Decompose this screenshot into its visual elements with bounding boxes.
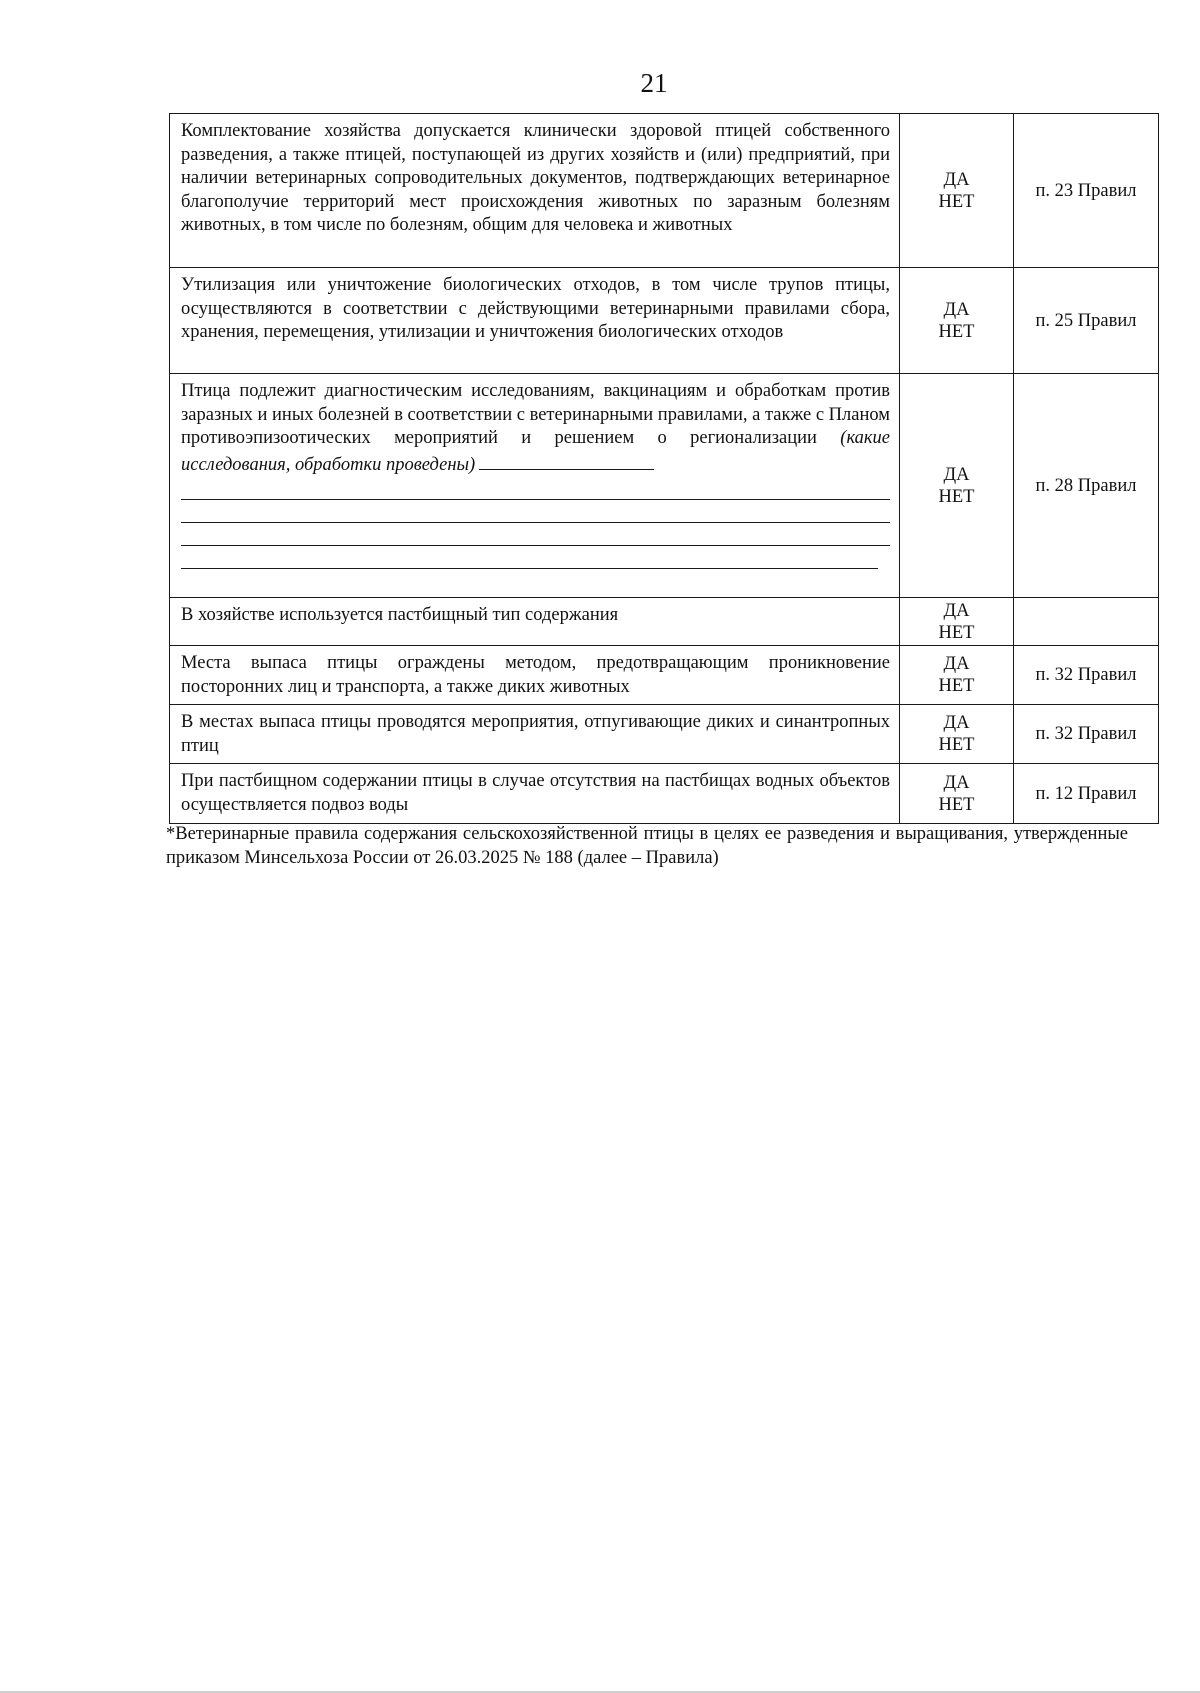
requirement-cell [170, 598, 900, 646]
table-row [170, 268, 1159, 374]
requirement-text-main: Птица подлежит диагностическим исследованиям, вакцинациям и обработкам против заразных и иных болезней в соответствии с ветеринарными правилами, а также с Планом противоэпизоотических мероприятий и решением о регионализации [181, 381, 890, 449]
answer-no: НЕТ [938, 191, 975, 212]
answer-yes: ДА [943, 654, 970, 674]
table-row [170, 646, 1159, 705]
reference-cell [1014, 764, 1159, 824]
rule-reference: п. 32 Правил [1035, 724, 1137, 744]
requirement-cell [170, 705, 900, 764]
answer-no: НЕТ [938, 486, 975, 507]
answer-no: НЕТ [938, 794, 975, 815]
requirement-cell [170, 764, 900, 824]
requirement-cell [170, 374, 900, 598]
answer-yes: ДА [943, 464, 970, 485]
answer-cell [900, 646, 1014, 705]
requirement-text: Места выпаса птицы ограждены методом, предотвращающим проникновение посторонних лиц и транспорта, а также диких животных [181, 653, 890, 697]
rule-reference: п. 32 Правил [1035, 665, 1137, 685]
answer-no: НЕТ [938, 735, 975, 755]
answer-no: НЕТ [938, 622, 975, 643]
answer-cell [900, 764, 1014, 824]
footnote: *Ветеринарные правила содержания сельскохозяйственной птицы в целях ее разведения и выращивания, утвержденные приказом Минсельхоза России от 26.03.2025 № 188 (далее – Правила) [166, 824, 1128, 868]
requirement-text [170, 374, 899, 477]
answer-cell [900, 598, 1014, 646]
requirement-text: Комплектование хозяйства допускается клинически здоровой птицей собственного разведения, а также птицей, поступающей из других хозяйств и (или) предприятий, при наличии ветеринарных сопроводительных документов, подтверждающих ветеринарное благополучие территорий мест происхождения животных по заразным болезням животных, в том числе по болезням, общим для человека и животных [181, 121, 890, 236]
requirement-cell [170, 646, 900, 705]
table-row [170, 705, 1159, 764]
answer-no: НЕТ [938, 676, 975, 696]
answer-cell [900, 114, 1014, 268]
reference-cell [1014, 114, 1159, 268]
fill-in-line[interactable] [479, 451, 654, 470]
fill-in-line[interactable] [181, 546, 878, 569]
rule-reference: п. 12 Правил [1035, 783, 1137, 804]
reference-cell [1014, 598, 1159, 646]
fill-in-line[interactable] [181, 477, 890, 500]
answer-yes: ДА [943, 169, 970, 190]
requirement-text: В местах выпаса птицы проводятся мероприятия, отпугивающие диких и синантропных птиц [181, 712, 890, 756]
requirement-note: (какие исследования, обработки проведены) [181, 428, 890, 475]
checklist-table [169, 113, 1159, 824]
answer-yes: ДА [943, 600, 970, 621]
fill-in-line[interactable] [181, 523, 890, 546]
answer-cell [900, 705, 1014, 764]
table-row [170, 764, 1159, 824]
fill-in-line[interactable] [181, 500, 890, 523]
answer-yes: ДА [943, 713, 970, 733]
rule-reference: п. 23 Правил [1035, 180, 1137, 201]
answer-yes: ДА [943, 772, 970, 793]
answer-cell [900, 374, 1014, 598]
rule-reference: п. 25 Правил [1035, 310, 1137, 331]
table-row [170, 598, 1159, 646]
reference-cell [1014, 705, 1159, 764]
reference-cell [1014, 268, 1159, 374]
answer-yes: ДА [943, 299, 970, 320]
blank-lines [170, 477, 899, 569]
reference-cell [1014, 374, 1159, 598]
table-row [170, 114, 1159, 268]
table-row [170, 374, 1159, 598]
requirement-text: При пастбищном содержании птицы в случае отсутствия на пастбищах водных объектов осуществляется подвоз воды [181, 771, 890, 815]
requirement-text: Утилизация или уничтожение биологических отходов, в том числе трупов птицы, осуществляются в соответствии с действующими ветеринарными правилами сбора, хранения, перемещения, утилизации и уничтожения биологических отходов [181, 275, 890, 343]
answer-cell [900, 268, 1014, 374]
answer-no: НЕТ [938, 321, 975, 342]
page-number: 21 [640, 68, 668, 98]
requirement-cell [170, 114, 900, 268]
reference-cell [1014, 646, 1159, 705]
rule-reference: п. 28 Правил [1035, 475, 1137, 496]
requirement-text: В хозяйстве используется пастбищный тип содержания [181, 605, 619, 625]
requirement-cell [170, 268, 900, 374]
